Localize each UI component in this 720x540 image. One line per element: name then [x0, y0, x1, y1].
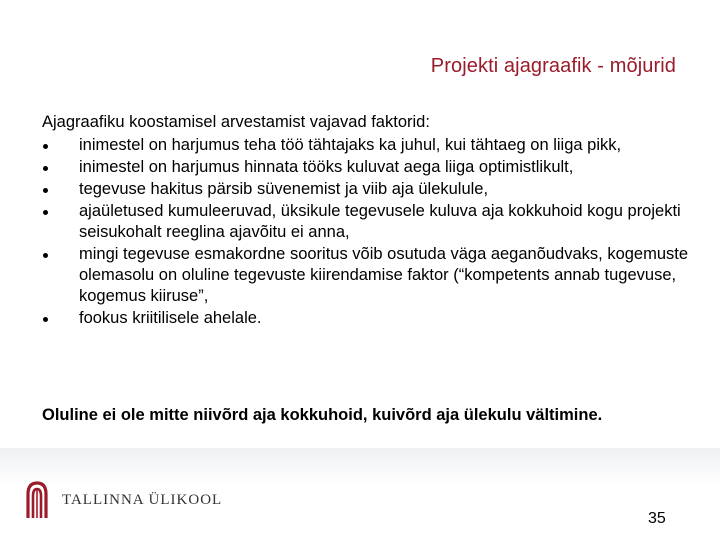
bullet-text: inimestel on harjumus hinnata tööks kuluvat aega liiga optimistlikult,: [79, 158, 574, 176]
bullet-item: [42, 308, 692, 329]
page-number: 35: [648, 510, 666, 527]
bullet-text: inimestel on harjumus teha töö tähtajaks ka juhul, kui tähtaeg on liiga pikk,: [79, 136, 622, 154]
bullet-icon: [43, 166, 48, 171]
bullet-text: fookus kriitilisele ahelale.: [79, 309, 262, 327]
bullet-icon: [43, 188, 48, 193]
slide-body: [42, 112, 692, 330]
bullet-item: [42, 201, 692, 243]
bullet-icon: [43, 144, 48, 149]
bullet-text: ajaületused kumuleeruvad, üksikule tegevusele kuluva aja kokkuhoid kogu projekti seisukohalt reeglina ajavõitu ei anna,: [79, 202, 681, 241]
bullet-text: mingi tegevuse esmakordne sooritus võib osutuda väga aeganõudvaks, kogemuste olemasolu on oluline tegevuste kiirendamise faktor (“kompetents annab tugevuse, kogemus kiiruse”,: [79, 245, 689, 305]
university-logo: [24, 480, 222, 520]
bullet-text: tegevuse hakitus pärsib süvenemist ja viib aja ülekulule,: [79, 180, 489, 198]
intro-text: Ajagraafiku koostamisel arvestamist vajavad faktorid:: [42, 113, 430, 131]
bullet-list: [42, 135, 692, 329]
university-logo-icon: [24, 480, 50, 520]
bullet-item: [42, 179, 692, 200]
bullet-item: [42, 157, 692, 178]
bullet-icon: [43, 253, 48, 258]
bullet-icon: [43, 210, 48, 215]
conclusion-text: Oluline ei ole mitte niivõrd aja kokkuhoid, kuivõrd aja ülekulu vältimine.: [42, 406, 603, 424]
bullet-item: [42, 244, 692, 307]
bullet-icon: [43, 317, 48, 322]
logo-text: TALLINNA ÜLIKOOL: [62, 491, 223, 508]
bullet-item: [42, 135, 692, 156]
slide-title: Projekti ajagraafik - mõjurid: [430, 55, 676, 77]
